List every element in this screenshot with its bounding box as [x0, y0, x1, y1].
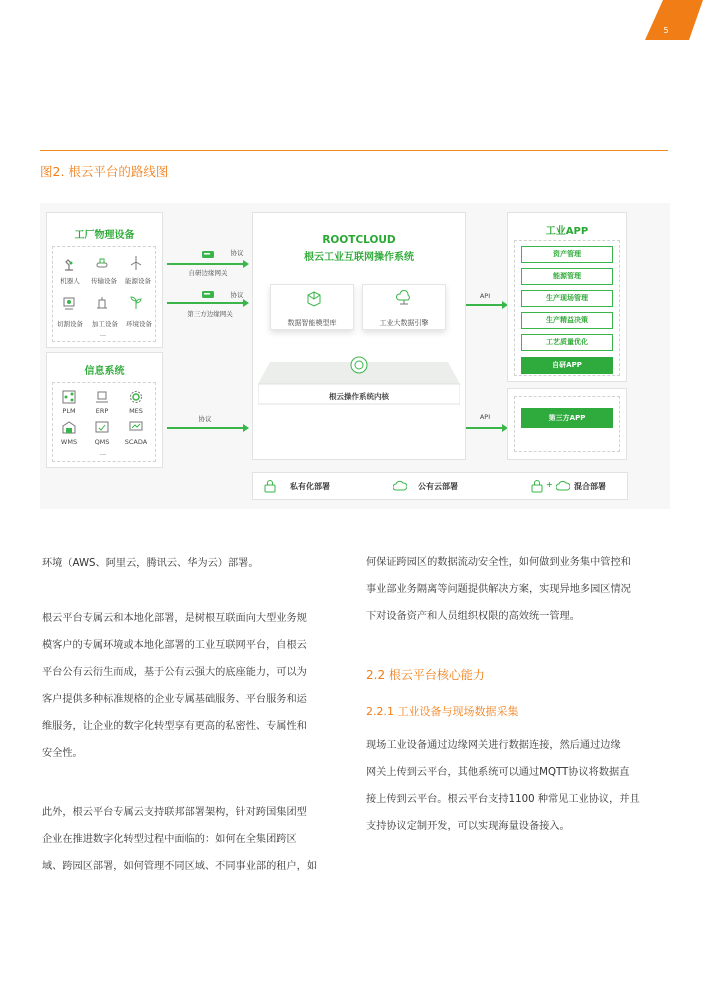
platform-title: 根云工业互联网操作系统: [304, 252, 414, 263]
private-deploy-label: 私有化部署: [290, 482, 330, 491]
left-paragraph-1: [42, 550, 259, 577]
page-number: 5: [663, 26, 669, 35]
arrow-own-gateway: [167, 263, 243, 265]
text-line: 下对设备资产和人员组织权限的高效统一管理。: [366, 611, 580, 622]
app-item: 工艺质量优化: [521, 334, 613, 351]
text-line: 安全性。: [42, 748, 83, 759]
text-line: 企业在推进数字化转型过程中面临的：如何在全集团跨区: [42, 834, 297, 845]
text-line: 网关上传到云平台，其他系统可以通过MQTT协议将数据直: [366, 767, 630, 778]
system-label: MES: [129, 407, 143, 415]
kernel-icon: [350, 356, 368, 374]
section-heading-2-2-1: 2.2.1 工业设备与现场数据采集: [366, 705, 519, 718]
kernel-label: 根云操作系统内核: [329, 392, 389, 401]
system-label: SCADA: [124, 438, 148, 446]
own-app-item: 自研APP: [521, 357, 613, 374]
system-label: ERP: [95, 407, 109, 415]
left-paragraph-3: [42, 799, 317, 880]
text-line: 接上传到云平台。根云平台支持1100 种常见工业协议，并且: [366, 794, 640, 805]
api-label: API: [479, 413, 491, 421]
cloud-network-icon: [395, 290, 413, 308]
text-line: 根云平台专属云和本地化部署，是树根互联面向大型业务规: [42, 613, 307, 624]
arrowhead: [243, 260, 249, 268]
api-label: API: [479, 292, 491, 300]
platform-brand: ROOTCLOUD: [322, 234, 396, 246]
hybrid-deploy-label: 混合部署: [574, 482, 606, 491]
cube-icon: [305, 290, 323, 308]
device-label: 加工设备: [92, 320, 118, 328]
text-line: 支持协议定制开发，可以实现海量设备接入。: [366, 821, 570, 832]
laptop-icon: [95, 390, 109, 404]
app-item: 资产管理: [521, 246, 613, 263]
gateway-icon: [201, 247, 215, 261]
cloud-icon: [556, 479, 570, 493]
left-paragraph-2: [42, 605, 307, 767]
lock-icon: [530, 479, 544, 493]
text-line: 模客户的专属环境或本地化部署的工业互联网平台，自根云: [42, 640, 307, 651]
share-icon: [62, 390, 76, 404]
warehouse-icon: [62, 420, 76, 434]
arrow-api-top: [466, 304, 502, 306]
section-divider: [40, 150, 668, 151]
quality-icon: [95, 420, 109, 434]
protocol-label: 协议: [198, 415, 212, 423]
app-item: 生产现场管理: [521, 290, 613, 307]
protocol-label: 协议: [230, 249, 244, 257]
arrow-api-bottom: [466, 427, 502, 429]
system-label: QMS: [94, 438, 110, 446]
data-engine-label: 工业大数据引擎: [379, 319, 429, 327]
robot-icon: [62, 257, 76, 271]
more-ellipsis: ...: [99, 449, 107, 457]
corner-tab-decoration: [645, 0, 710, 40]
text-line: 此外，根云平台专属云支持联邦部署架构，针对跨国集团型: [42, 807, 307, 818]
app-item: 生产精益决策: [521, 312, 613, 329]
environment-icon: [129, 296, 143, 310]
text-line: 维服务，让企业的数字化转型享有更高的私密性、专属性和: [42, 721, 307, 732]
text-line: 何保证跨园区的数据流动安全性，如何做到业务集中管控和: [366, 557, 631, 568]
device-label: 切割设备: [57, 320, 83, 328]
arrowhead: [243, 299, 249, 307]
device-label: 环境设备: [126, 320, 152, 328]
cloud-icon: [393, 479, 407, 493]
more-ellipsis: ...: [99, 330, 107, 338]
physical-devices-title: 工厂物理设备: [74, 230, 135, 241]
third-app-item: 第三方APP: [521, 408, 613, 428]
public-deploy-label: 公有云部署: [418, 482, 458, 491]
machining-icon: [95, 296, 109, 310]
gateway-icon: [201, 287, 215, 301]
text-line: 客户提供多种标准规格的企业专属基础服务、平台服务和运: [42, 694, 307, 705]
conveyor-icon: [95, 257, 109, 271]
apps-title: 工业APP: [545, 226, 589, 237]
info-systems-title: 信息系统: [84, 366, 125, 377]
system-label: PLM: [62, 407, 76, 415]
app-item: 能源管理: [521, 268, 613, 285]
arrow-third-gateway: [167, 302, 243, 304]
text-line: 域、跨园区部署，如何管理不同区域、不同事业部的租户，如: [42, 861, 318, 872]
text-line: 环境（AWS、阿里云，腾讯云、华为云）部署。: [42, 558, 259, 569]
text-line: 平台公有云衍生而成，基于公有云强大的底座能力，可以为: [42, 667, 307, 678]
lock-icon: [263, 479, 277, 493]
section-heading-2-2: 2.2 根云平台核心能力: [366, 668, 485, 682]
right-paragraph-2: [366, 732, 640, 840]
device-label: 传输设备: [91, 277, 117, 285]
plus-sign: +: [546, 480, 553, 489]
right-paragraph-1: [366, 549, 631, 630]
text-line: 事业部业务隔离等问题提供解决方案，实现异地多园区情况: [366, 584, 631, 595]
device-label: 机器人: [60, 277, 80, 285]
cutter-icon: [62, 296, 76, 310]
own-gateway-label: 自研边缘网关: [188, 269, 228, 277]
system-label: WMS: [60, 438, 78, 446]
text-line: 现场工业设备通过边缘网关进行数据连接，然后通过边缘: [366, 740, 621, 751]
wind-turbine-icon: [129, 256, 143, 270]
protocol-label: 协议: [230, 291, 244, 299]
monitor-icon: [129, 420, 143, 434]
figure-title: 图2. 根云平台的路线图: [40, 164, 169, 179]
device-label: 能源设备: [125, 277, 151, 285]
third-gateway-label: 第三方边缘网关: [187, 310, 233, 318]
gear-icon: [129, 390, 143, 404]
arrow-info-protocol: [167, 427, 243, 429]
arrowhead: [243, 424, 249, 432]
model-library-label: 数据智能模型库: [287, 319, 337, 327]
